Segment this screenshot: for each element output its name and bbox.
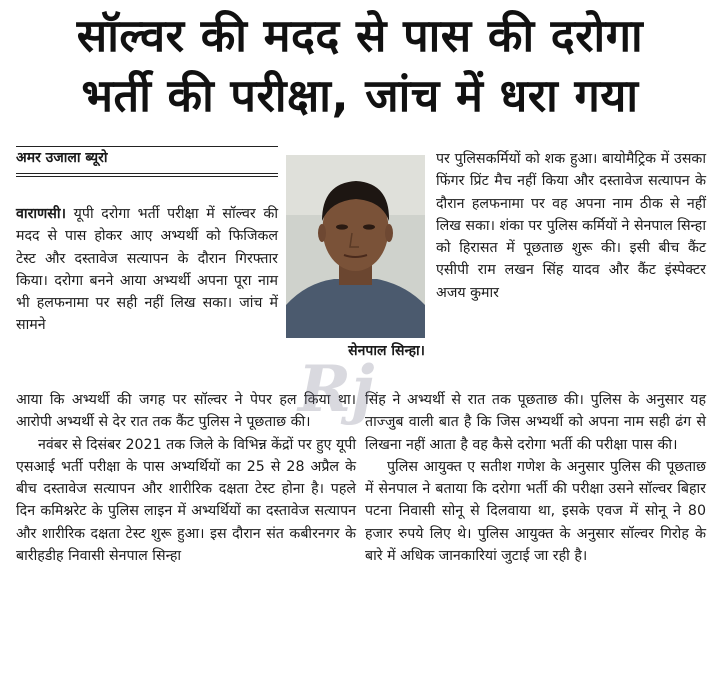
watermark: Rj	[298, 352, 375, 427]
column-1-lower-para-2: नवंबर से दिसंबर 2021 तक जिले के विभिन्न केंद्रों पर हुए यूपी एसआई भर्ती परीक्षा के पास अभ्यर्थियों का 25 से 28 अप्रैल के बीच दस्तावेज सत्यापन और शारीरिक दक्षता टेस्ट होना है। पहले दिन कमिश्नरेट के पुलिस लाइन में अभ्यर्थियों का दस्तावेज सत्यापन और शारीरिक दक्षता टेस्ट शुरू हुआ। इस दौरान संत कबीरनगर के बारीहडीह निवासी सेनपाल सिन्हा	[16, 436, 356, 565]
column-1-text: यूपी दरोगा भर्ती परीक्षा में सॉल्वर की मदद से पास होकर आए अभ्यर्थी को फिजिकल टेस्ट और दस्तावेज सत्यापन के दौरान गिरफ्तार किया। दरोगा बनने आया अभ्यर्थी अपना पूरा नाम भी हलफनामा पर सही नहीं लिख सका। जांच में सामने	[16, 206, 278, 334]
headline-line-1: सॉल्वर की मदद से पास की दरोगा	[76, 9, 644, 62]
byline-top-rule	[16, 146, 278, 147]
column-1	[16, 203, 278, 337]
column-2-lower	[365, 389, 706, 567]
column-2	[436, 148, 706, 304]
byline-bottom-rule-2	[16, 176, 278, 177]
byline-bottom-rule	[16, 173, 278, 174]
accused-portrait-image	[286, 155, 425, 338]
photo-box	[286, 155, 425, 360]
column-2-text: पर पुलिसकर्मियों को शक हुआ। बायोमैट्रिक में उसका फिंगर प्रिंट मैच नहीं किया और दस्तावेज सत्यापन के दौरान हलफनामा पर वह अपना नाम ठीक से नहीं लिख सका। शंका पर पुलिस कर्मियों ने सेनपाल सिन्हा को हिरासत में पूछताछ शुरू की। इसी बीच कैंट एसीपी राम लखन सिंह यादव और कैंट इंस्पेक्टर अजय कुमार	[436, 151, 706, 301]
byline: अमर उजाला ब्यूरो	[16, 150, 108, 166]
dateline-place: वाराणसी।	[16, 206, 66, 222]
photo-caption: सेनपाल सिन्हा।	[348, 343, 425, 359]
headline-line-2: भर्ती की परीक्षा, जांच में धरा गया	[81, 69, 639, 122]
column-2-lower-para-2: पुलिस आयुक्त ए सतीश गणेश के अनुसार पुलिस की पूछताछ में सेनपाल ने बताया कि दरोगा भर्ती की परीक्षा उसने सॉल्वर बिहार पटना निवासी सोनू से दिलवाया था, इसके एवज में सोनू ने 80 हजार रुपये लिए थे। पुलिस आयुक्त के अनुसार सॉल्वर गिरोह के बारे में अधिक जानकारियां जुटाई जा रही है।	[365, 458, 706, 565]
accused-photo	[286, 155, 425, 338]
column-2-lower-para-1: सिंह ने अभ्यर्थी से रात तक पूछताछ की। पुलिस के अनुसार यह ताज्जुब वाली बात है कि जिस अभ्यर्थी को अपना नाम सही ढंग से लिखना नहीं आता है वह कैसे दरोगा भर्ती की परीक्षा पास की।	[365, 392, 706, 453]
column-1-lower-para-1: आया कि अभ्यर्थी की जगह पर सॉल्वर ने पेपर हल किया था। आरोपी अभ्यर्थी से देर रात तक कैंट पुलिस ने पूछताछ की।	[16, 392, 356, 431]
